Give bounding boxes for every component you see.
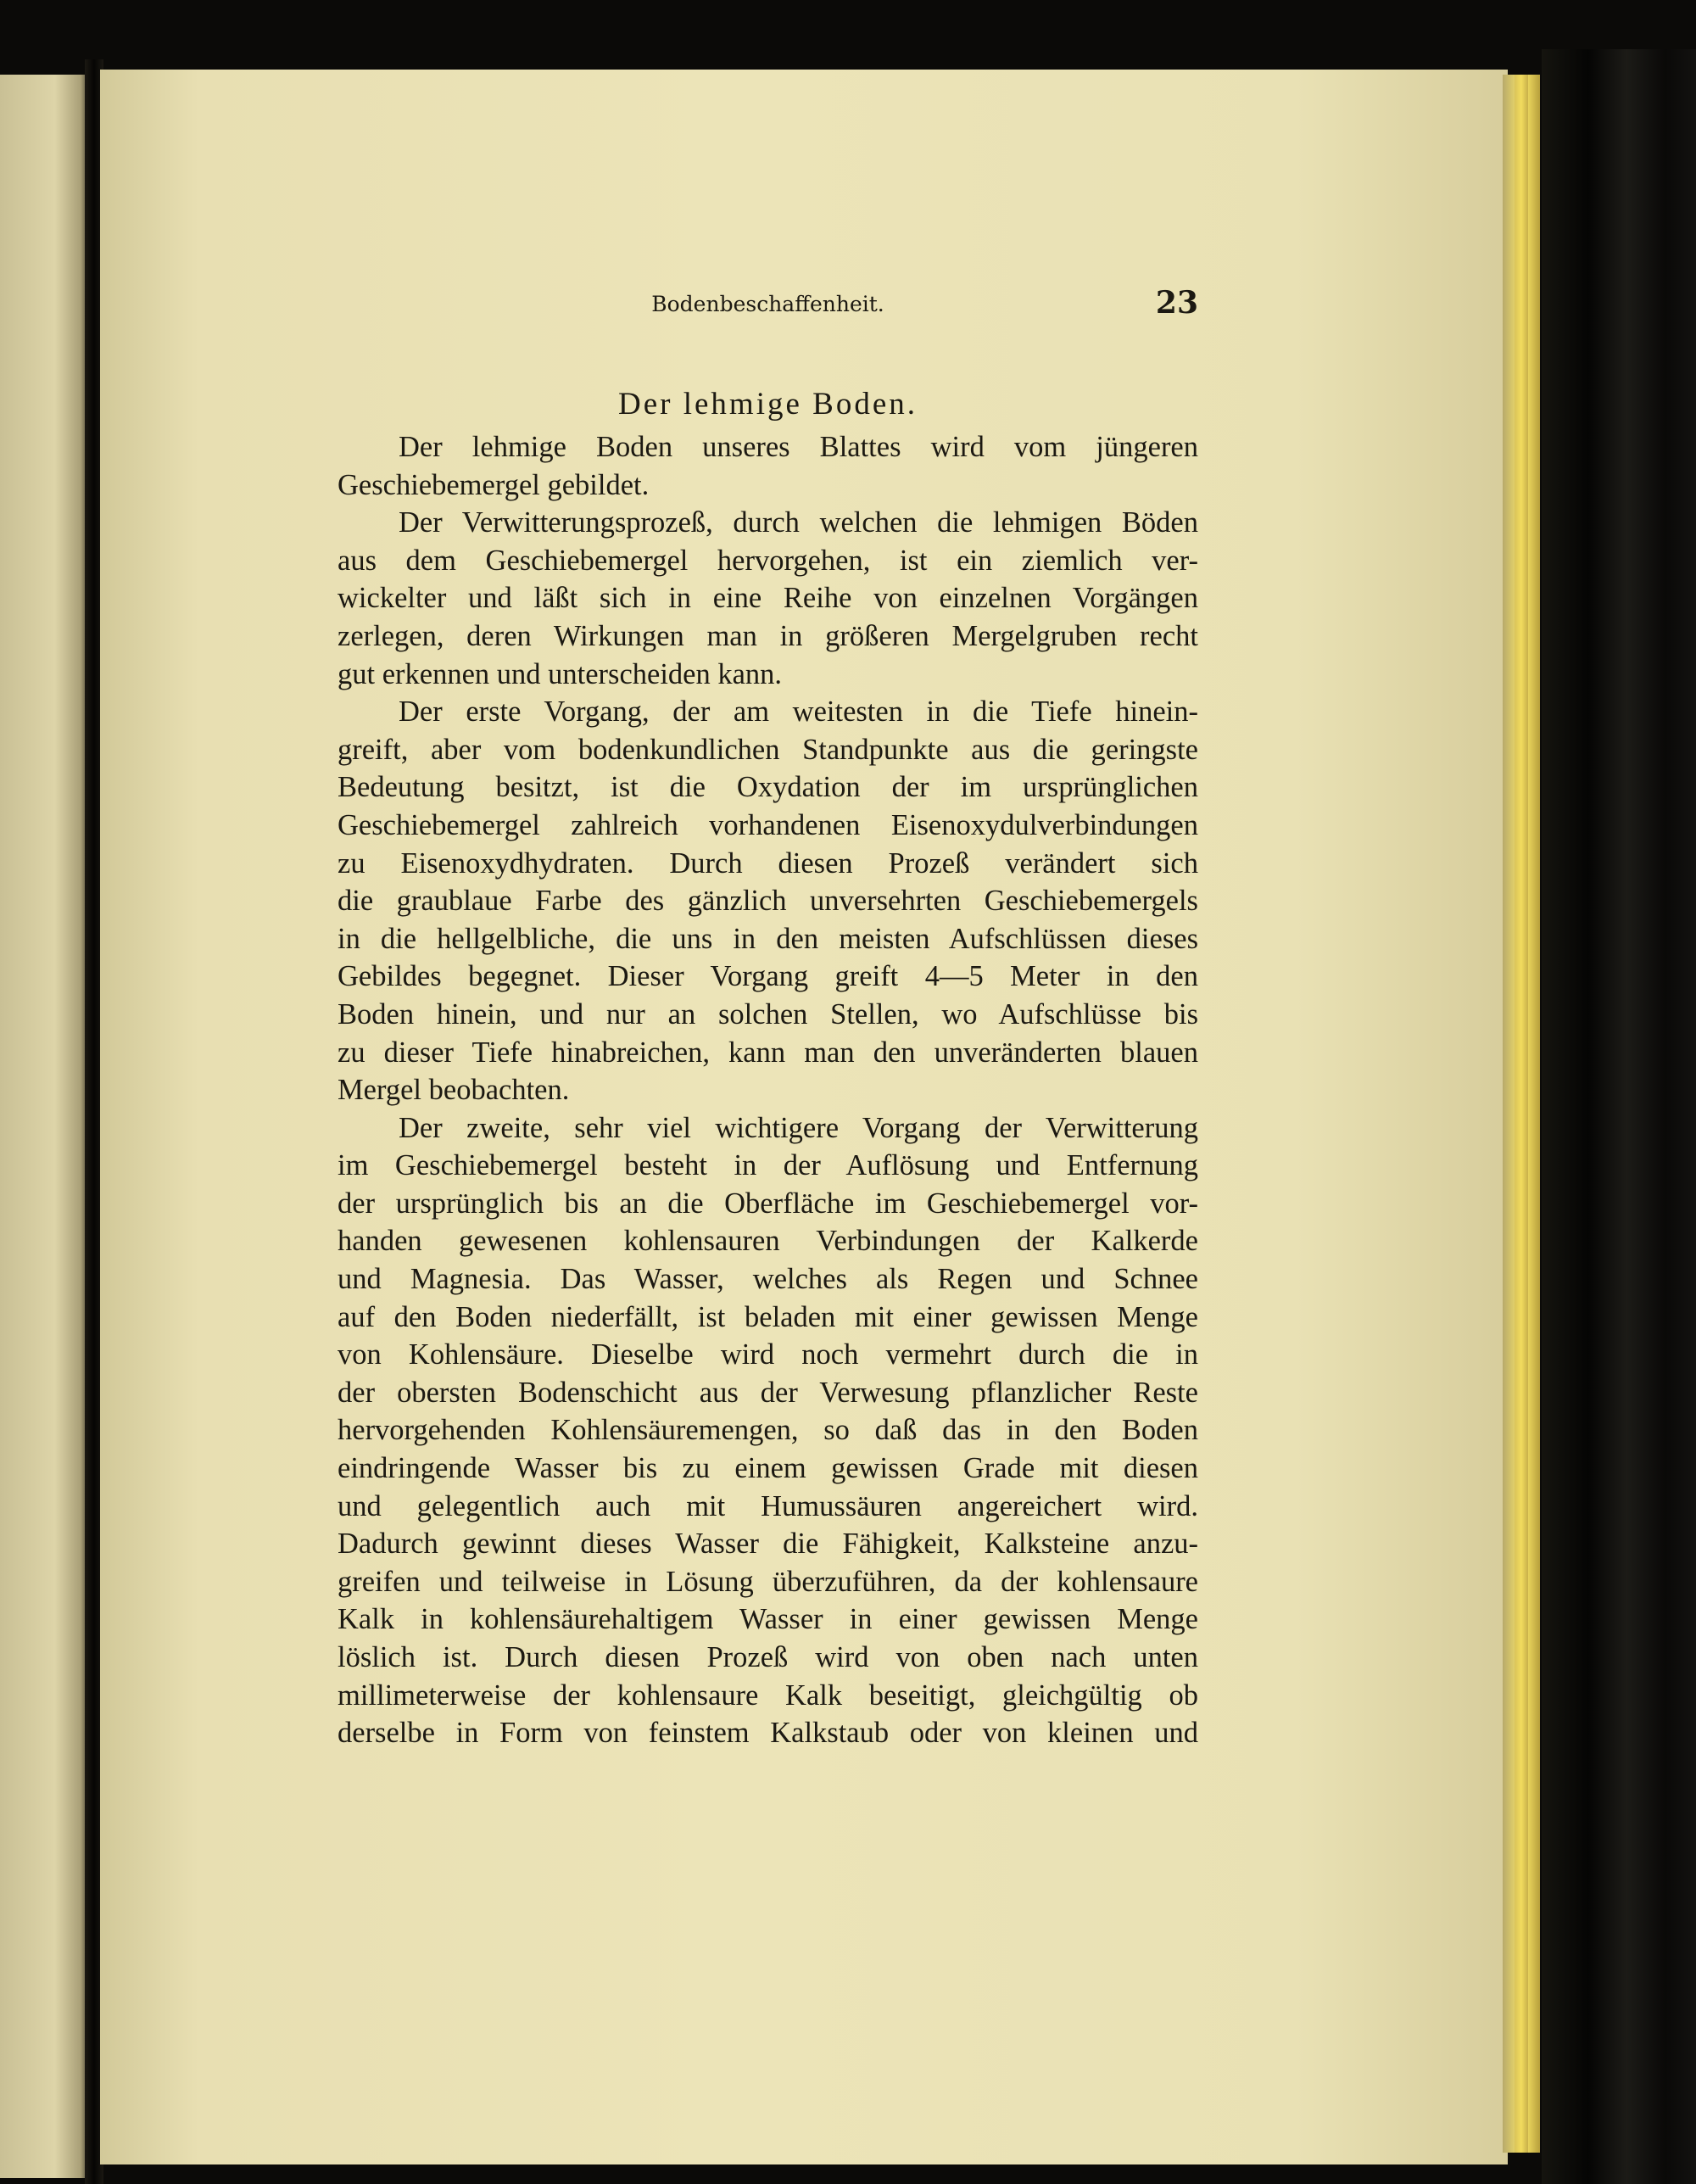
text-line: und gelegentlich auch mit Humussäuren angereichert wird.	[338, 1489, 1198, 1522]
text-line: Geschiebemergel zahlreich vorhandenen Eisenoxydulverbindungen	[338, 808, 1198, 841]
text-line: greifen und teilweise in Lösung überzuführen, da der kohlensaure	[338, 1565, 1198, 1598]
text-line: auf den Boden niederfällt, ist beladen mit einer gewissen Menge	[338, 1300, 1198, 1333]
body-text	[338, 428, 1198, 1752]
text-line: Der erste Vorgang, der am weitesten in die Tiefe hinein-	[399, 695, 1198, 729]
text-line: Der zweite, sehr viel wichtigere Vorgang der Verwitterung	[399, 1111, 1198, 1144]
text-line: Der lehmige Boden unseres Blattes wird vom jüngeren	[399, 431, 1198, 463]
text-line: die graublaue Farbe des gänzlich unversehrten Geschiebemergels	[338, 885, 1198, 918]
text-line: der obersten Bodenschicht aus der Verwesung pflanzlicher Reste	[338, 1376, 1198, 1409]
page-block-edge	[1503, 75, 1515, 2153]
text-line: in die hellgelbliche, die uns in den meisten Aufschlüssen dieses	[338, 922, 1198, 955]
text-line: millimeterweise der kohlensaure Kalk beseitigt, gleichgültig ob	[338, 1678, 1198, 1712]
book-cover-spine	[1542, 49, 1696, 2184]
text-line: derselbe in Form von feinstem Kalkstaub oder von kleinen und	[338, 1717, 1198, 1750]
text-line: löslich ist. Durch diesen Prozeß wird von oben nach unten	[338, 1641, 1198, 1673]
facing-page-edge	[0, 75, 92, 2178]
text-line: Boden hinein, und nur an solchen Stellen, wo Aufschlüsse bis	[338, 997, 1198, 1031]
section-title: Der lehmige Boden.	[618, 387, 918, 422]
text-line: zerlegen, deren Wirkungen man in größeren Mergelgruben recht	[338, 619, 1198, 652]
text-line: gut erkennen und unterscheiden kann.	[338, 657, 783, 690]
page-header	[338, 285, 1198, 327]
text-line: hervorgehenden Kohlensäuremengen, so daß das in den Boden	[338, 1414, 1198, 1447]
text-line: der ursprünglich bis an die Oberfläche im Geschiebemergel vor-	[338, 1187, 1198, 1220]
text-line: greift, aber vom bodenkundlichen Standpunkte aus die geringste	[338, 733, 1198, 766]
text-line: Der Verwitterungsprozeß, durch welchen die lehmigen Böden	[399, 506, 1198, 539]
text-line: Gebildes begegnet. Dieser Vorgang greift 4—5 Meter in den	[338, 960, 1198, 993]
text-line: Mergel beobachten.	[338, 1074, 570, 1107]
gilt-edge-inner	[1528, 75, 1540, 2153]
text-line: von Kohlensäure. Dieselbe wird noch vermehrt durch die in	[338, 1338, 1198, 1371]
text-line: und Magnesia. Das Wasser, welches als Regen und Schnee	[338, 1263, 1198, 1296]
text-line: aus dem Geschiebemergel hervorgehen, ist ein ziemlich ver-	[338, 544, 1198, 577]
page-number: 23	[1155, 285, 1198, 321]
text-line: eindringende Wasser bis zu einem gewissen Grade mit diesen	[338, 1452, 1198, 1485]
text-line: zu dieser Tiefe hinabreichen, kann man den unveränderten blauen	[338, 1036, 1198, 1069]
text-line: Dadurch gewinnt dieses Wasser die Fähigkeit, Kalksteine anzu-	[338, 1528, 1198, 1561]
text-line: Geschiebemergel gebildet.	[338, 468, 650, 501]
text-line: im Geschiebemergel besteht in der Auflösung und Entfernung	[338, 1149, 1198, 1182]
text-line: Bedeutung besitzt, ist die Oxydation der im ursprünglichen	[338, 771, 1198, 804]
running-head: Bodenbeschaffenheit.	[651, 292, 884, 316]
text-line: wickelter und läßt sich in eine Reihe von einzelnen Vorgängen	[338, 582, 1198, 615]
text-line: handen gewesenen kohlensauren Verbindungen der Kalkerde	[338, 1225, 1198, 1258]
text-line: zu Eisenoxydhydraten. Durch diesen Prozeß verändert sich	[338, 846, 1198, 880]
gilt-edge	[1515, 75, 1528, 2153]
text-line: Kalk in kohlensäurehaltigem Wasser in einer gewissen Menge	[338, 1603, 1198, 1636]
